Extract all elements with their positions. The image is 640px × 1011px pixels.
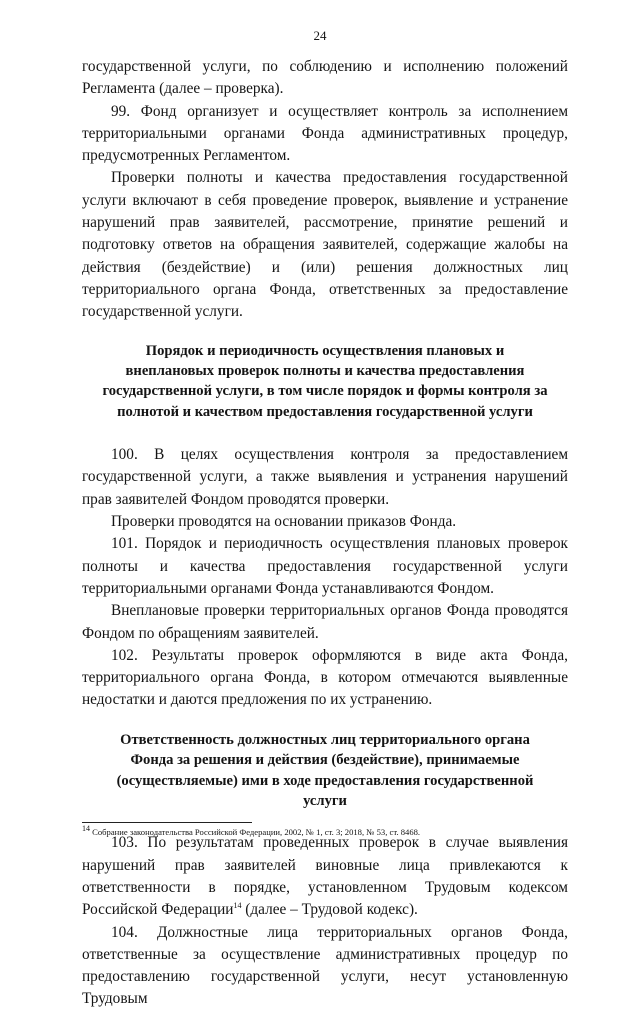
document-body <box>82 56 568 1011</box>
section-heading-inspections: Порядок и периодичность осуществления плановых и внеплановых проверок полноты и качества предоставления государственной услуги, в том числе порядок и формы контроля за полнотой и качеством предоставления государственной услуги <box>102 342 548 420</box>
paragraph-unplanned: Внеплановые проверки территориальных органов Фонда проводятся Фондом по обращениям заявителей. <box>82 602 568 642</box>
footnote-mark: 14 <box>82 824 90 834</box>
paragraph-103-text: 103. По результатам проведенных проверок в случае выявления нарушений прав заявителей виновные лица привлекаются к ответственности в порядке, установленном Трудовым кодексом Российской Федерации <box>82 834 568 919</box>
paragraph-102: 102. Результаты проверок оформляются в виде акта Фонда, территориального органа Фонда, в котором отмечаются выявленные недостатки и даются предложения по их устранению. <box>82 646 568 709</box>
footnote-divider <box>82 822 252 823</box>
footnote-reference: 14 <box>233 901 242 911</box>
paragraph-100: 100. В целях осуществления контроля за предоставлением государственной услуги, а также выявления и устранения нарушений прав заявителей Фондом проводятся проверки. <box>82 446 568 508</box>
paragraph-checks-scope: Проверки полноты и качества предоставления государственной услуги включают в себя проведение проверок, выявление и устранение нарушений прав заявителей, рассмотрение, принятие решений и подготовку ответов на обращения заявителей, содержащие жалобы на действия (бездействие) и (или) решения должностных лиц территориального органа Фонда, ответственных за предоставление государственной услуги. <box>82 169 568 321</box>
page-number: 24 <box>313 28 327 43</box>
paragraph-99: 99. Фонд организует и осуществляет контроль за исполнением территориальными органами Фонда административных процедур, предусмотренных Регламентом. <box>82 102 568 165</box>
paragraph-orders: Проверки проводятся на основании приказов Фонда. <box>111 513 457 531</box>
paragraph-continuation: государственной услуги, по соблюдению и исполнению положений Регламента (далее – проверка). <box>82 58 568 98</box>
section-heading-responsibility: Ответственность должностных лиц территориального органа Фонда за решения и действия (бездействие), принимаемые (осуществляемые) ими в ходе предоставления государственной услуги <box>116 731 534 809</box>
footnote <box>82 826 568 838</box>
paragraph-103-tail: (далее – Трудовой кодекс). <box>241 901 418 919</box>
paragraph-104: 104. Должностные лица территориальных органов Фонда, ответственные за осуществление административных процедур по предоставлению государственной услуги, несут установленную Трудовым <box>82 923 568 1008</box>
footnote-text: Собрание законодательства Российской Федерации, 2002, № 1, ст. 3; 2018, № 53, ст. 8468. <box>90 827 421 837</box>
paragraph-103 <box>82 832 568 921</box>
paragraph-101: 101. Порядок и периодичность осуществления плановых проверок полноты и качества предоставления государственной услуги территориальными органами Фонда устанавливаются Фондом. <box>82 535 568 597</box>
